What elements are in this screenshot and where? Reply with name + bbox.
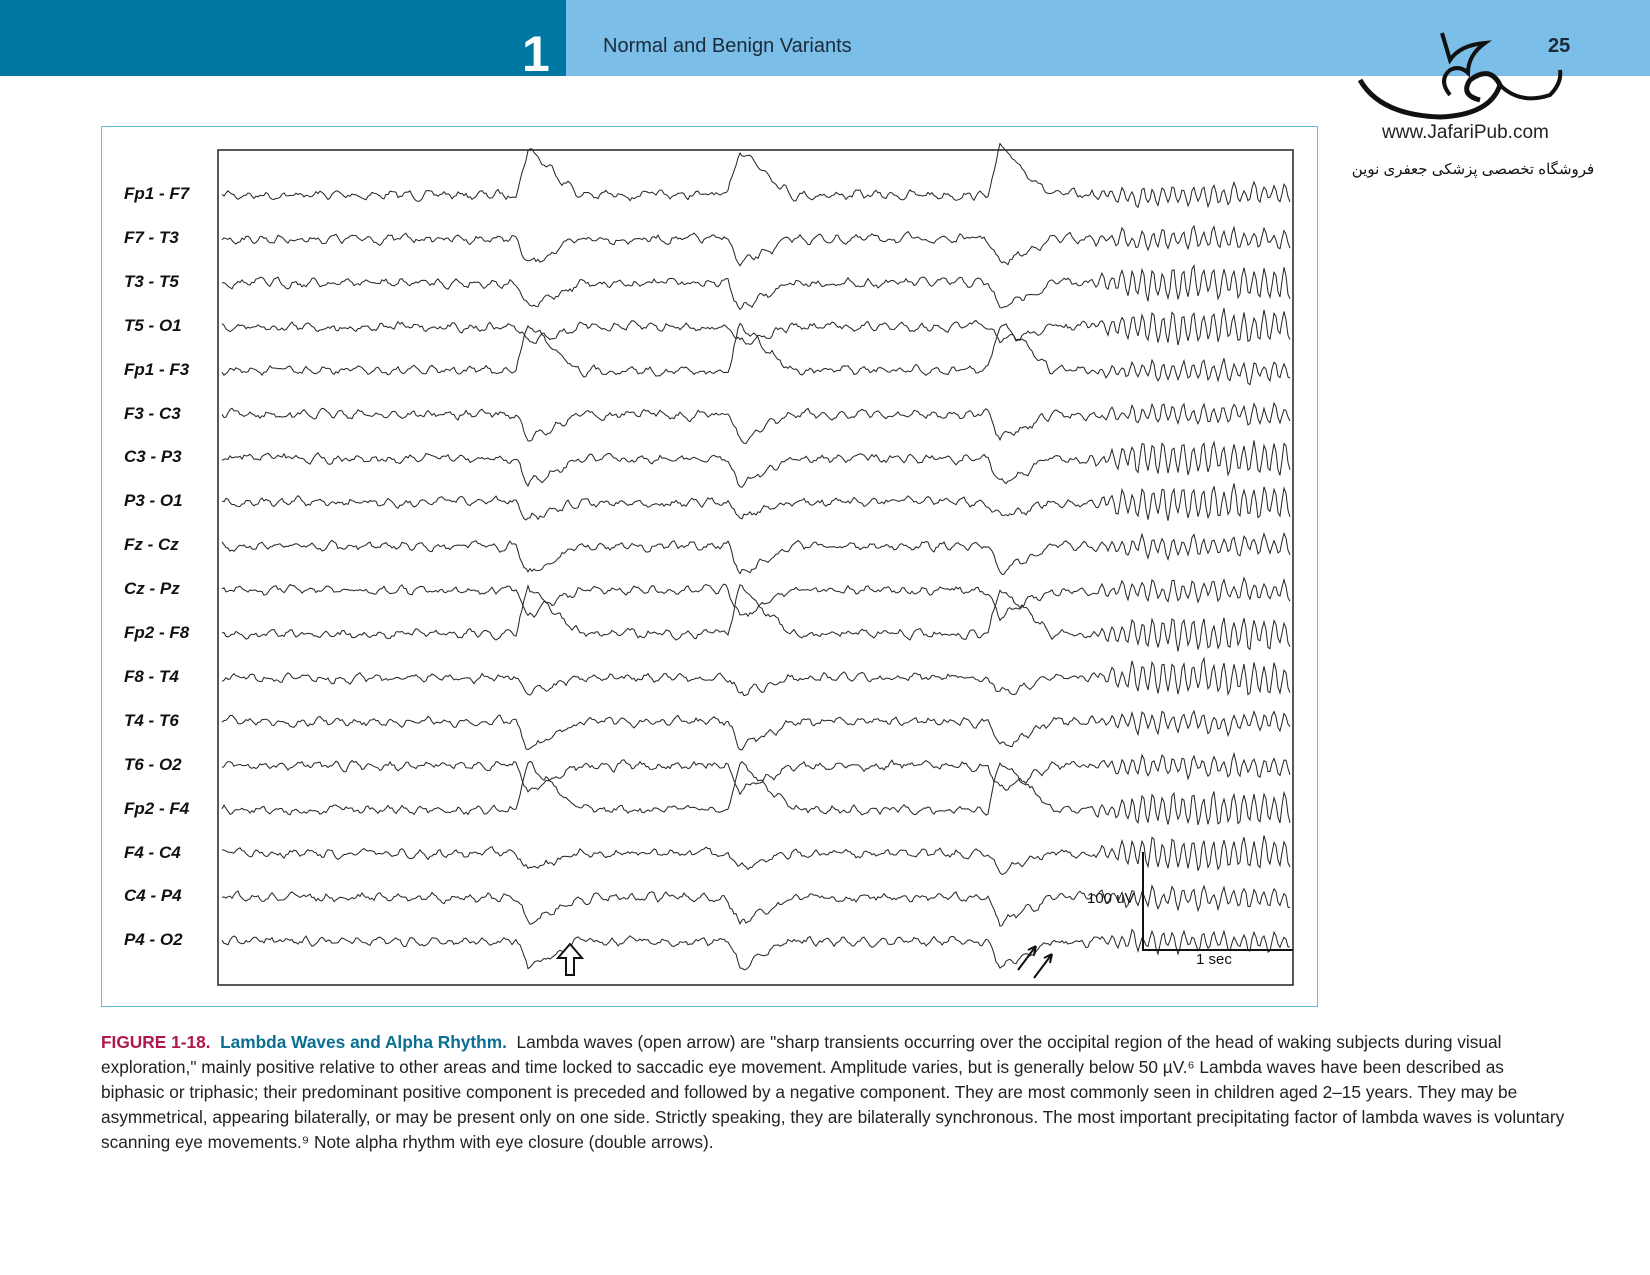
channel-label: P3 - O1 [124, 491, 183, 511]
eeg-trace [222, 403, 1290, 443]
channel-label: Fp1 - F3 [124, 359, 190, 379]
eeg-trace [222, 711, 1290, 750]
eeg-trace [222, 308, 1290, 345]
channel-label: Fp2 - F4 [124, 798, 190, 818]
channel-label: T4 - T6 [124, 710, 179, 730]
eeg-trace [222, 226, 1290, 266]
channel-label: F7 - T3 [124, 227, 179, 247]
eeg-trace [222, 930, 1290, 970]
eeg-traces [222, 144, 1290, 970]
channel-label: F8 - T4 [124, 666, 179, 686]
caption-title: Lambda Waves and Alpha Rhythm. [220, 1032, 507, 1052]
caption-text: Lambda waves (open arrow) are "sharp transients occurring over the occipital region of the head of waking subjects during visual exploration," mainly positive relative to other areas and time locked to saccadic eye movement. Amplitude varies, but is generally below 50 µV.⁶ Lambda waves have been described as biphasic or triphasic; their predominant positive component is preceded and followed by a negative component. They are most commonly seen in children aged 2–15 years. They may be asymmetrical, appearing bilaterally, or may be present only on one side. Strictly speaking, they are bilaterally synchronous. The most important precipitating factor of lambda waves is voluntary scanning eye movements.⁹ Note alpha rhythm with eye closure (double arrows). [101, 1032, 1565, 1152]
eeg-trace [222, 441, 1290, 488]
channel-label: C3 - P3 [124, 447, 182, 467]
channel-label: T6 - O2 [124, 754, 182, 774]
channel-label: Fz - Cz [124, 535, 179, 555]
channel-label: F3 - C3 [124, 403, 181, 423]
eeg-trace [222, 578, 1290, 621]
channel-label: Fp1 - F7 [124, 184, 190, 203]
eeg-trace [222, 533, 1290, 574]
watermark-url: www.JafariPub.com [1382, 122, 1549, 143]
page-number: 25 [1548, 35, 1571, 57]
channel-label: F4 - C4 [124, 842, 181, 862]
amplitude-scale-label: 100 uV [1087, 890, 1135, 907]
chapter-title: Normal and Benign Variants [603, 35, 852, 57]
eeg-trace [222, 324, 1290, 385]
channel-label: Cz - Pz [124, 579, 180, 599]
caption-figure-label: FIGURE 1-18. [101, 1032, 211, 1052]
eeg-trace [222, 585, 1290, 652]
eeg-trace [222, 762, 1290, 825]
channel-label: P4 - O2 [124, 930, 183, 950]
chapter-number: 1 [522, 26, 550, 82]
channel-label: T5 - O1 [124, 315, 182, 335]
eeg-trace [222, 754, 1290, 795]
watermark-tagline: فروشگاه تخصصی پزشکی جعفری نوین [1351, 161, 1595, 178]
eeg-trace [222, 144, 1290, 208]
eeg-trace [222, 483, 1290, 520]
channel-label: Fp2 - F8 [124, 623, 190, 642]
eeg-trace [222, 658, 1290, 695]
channel-label: T3 - T5 [124, 271, 179, 291]
figure-caption [101, 1030, 1571, 1155]
channel-label: C4 - P4 [124, 886, 182, 906]
eeg-trace [222, 266, 1290, 310]
open-arrow-icon [558, 944, 582, 975]
eeg-trace [222, 836, 1290, 875]
double-arrows-icon [1018, 946, 1052, 978]
time-scale-label: 1 sec [1196, 951, 1232, 968]
